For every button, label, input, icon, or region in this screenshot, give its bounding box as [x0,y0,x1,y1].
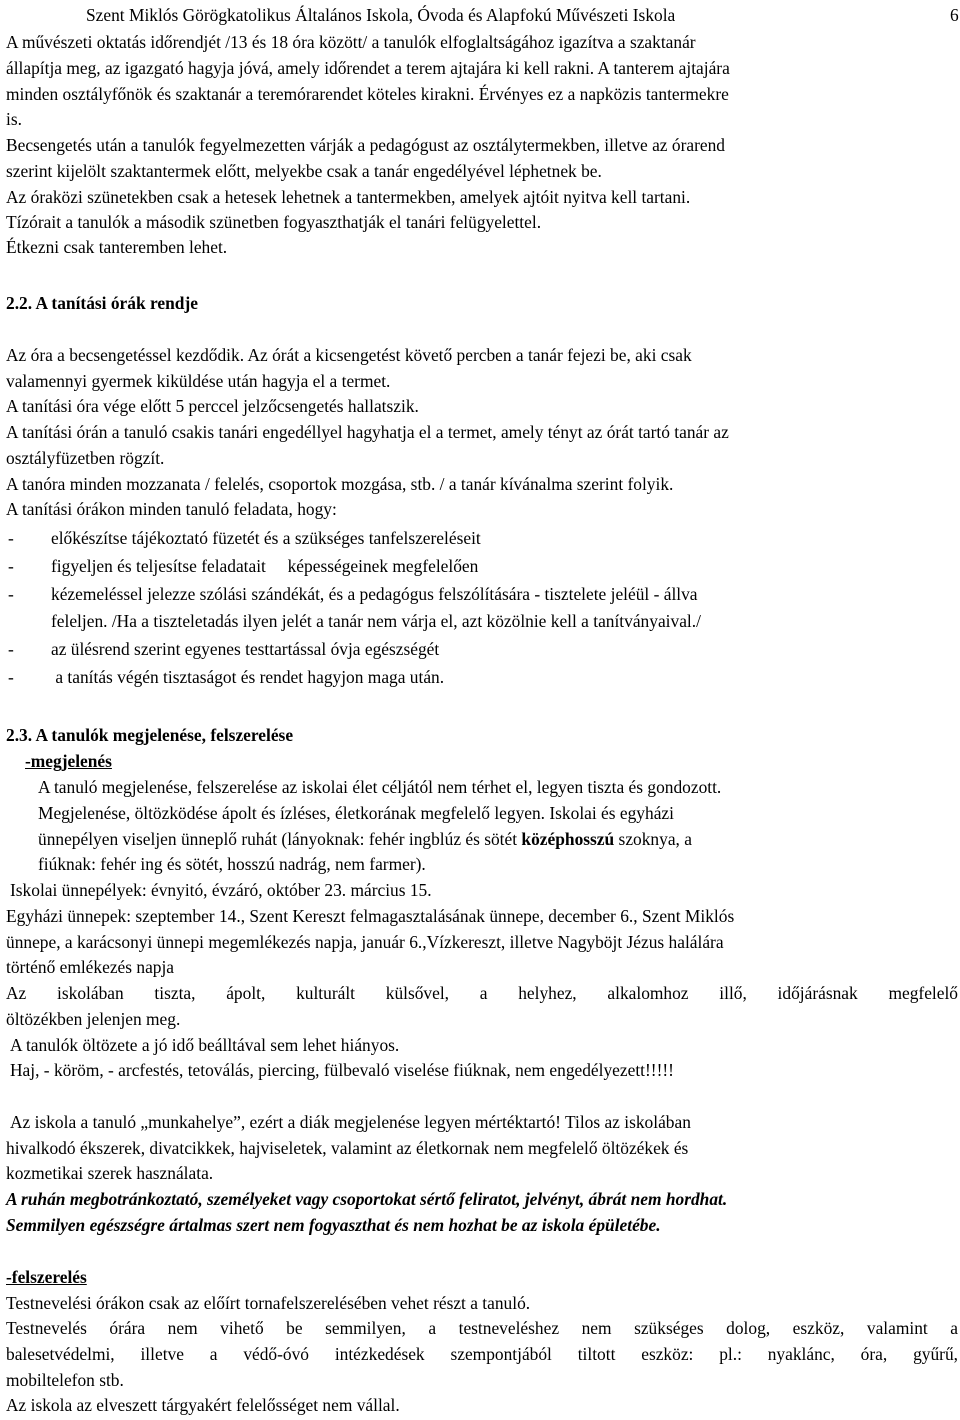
page-header-title: Szent Miklós Görögkatolikus Általános Iskola, Óvoda és Alapfokú Művészeti Iskola [86,5,676,25]
unnepek-line: A tanulók öltözete a jó idő beálltával sem lehet hiányos. [10,1035,400,1055]
unnepek-line: Iskolai ünnepélyek: évnyitó, évzáró, október 23. március 15. [10,880,432,900]
intro-line: minden osztályfőnök és szaktanár a teremórarendet köteles kirakni. Érvényes ez a napközis tantermekre [6,84,729,104]
rule-line: Semmilyen egészségre ártalmas szert nem fogyaszthat és nem hozhat be az iskola épületébe. [6,1215,661,1235]
section-line: Az óra a becsengetéssel kezdődik. Az órát a kicsengetést követő percben a tanár fejezi be, aki csak [6,345,692,365]
munkahely-line: kozmetikai szerek használata. [6,1163,214,1183]
unnepek-line: történő emlékezés napja [6,957,175,977]
intro-line: Étkezni csak tanteremben lehet. [6,237,228,257]
felszereles-line: balesetvédelmi, illetve a védő-óvó intézkedések szempontjából tiltott eszköz: pl.: nyaklánc, óra, gyűrű, [6,1344,958,1364]
intro-line: állapítja meg, az igazgató hagyja jóvá, amely időrendet a terem ajtajára ki kell rakni. A tanterem ajtajára [6,58,730,78]
munkahely-line: Az iskola a tanuló „munkahelye”, ezért a diák megjelenése legyen mértéktartó! Tilos az iskolában [10,1112,691,1132]
emphasis-kozephosszu: középhosszú [521,829,615,849]
bullet-text: kézemeléssel jelezze szólási szándékát, és a pedagógus felszólítására - tisztelete jeléül - állva [51,584,698,604]
intro-line: Az óraközi szünetekben csak a hetesek lehetnek a tantermekben, amelyek ajtóit nyitva kell tartani. [6,187,691,207]
felszereles-line: Testnevelési órákon csak az előírt tornafelszerelésében vehet részt a tanuló. [6,1293,531,1313]
bullet-dash: - [8,639,14,659]
intro-line: Becsengetés után a tanulók fegyelmezetten várják a pedagógust az osztálytermekben, illetve az órarend [6,135,725,155]
megjelenes-line: Megjelenése, öltözködése ápolt és ízléses, életkorának megfelelő legyen. Iskolai és egyházi [38,803,674,823]
felszereles-line: Az iskola az elveszett tárgyakért felelősséget nem vállal. [6,1395,400,1415]
bullet-text: a tanítás végén tisztaságot és rendet hagyjon maga után. [51,667,445,687]
intro-line: Tízórait a tanulók a második szünetben fogyaszthatják el tanári felügyelettel. [6,212,542,232]
megjelenes-text: ünnepélyen viseljen ünneplő ruhát (lányoknak: fehér ingblúz és sötét [38,829,522,849]
section-line: osztályfüzetben rögzít. [6,448,165,468]
subheading-megjelenes: -megjelenés [25,751,112,771]
page-number: 6 [950,5,959,25]
subheading-felszereles: -felszerelés [6,1267,87,1287]
unnepek-line: Az iskolában tiszta, ápolt, kulturált külsővel, a helyhez, alkalomhoz illő, időjárásnak megfelelő [6,983,958,1003]
unnepek-line: ünnepe, a karácsonyi ünnepi megemlékezés napja, január 6.,Vízkereszt, illetve Nagyböjt Jézus halálára [6,932,724,952]
bullet-text: az ülésrend szerint egyenes testtartással óvja egészségét [51,639,440,659]
unnepek-line: Egyházi ünnepek: szeptember 14., Szent Kereszt felmagasztalásának ünnepe, december 6., Szent Miklós [6,906,735,926]
megjelenes-line: A tanuló megjelenése, felszerelése az iskolai élet céljától nem térhet el, legyen tiszta és gondozott. [38,777,722,797]
section-line: A tanítási óra vége előtt 5 perccel jelzőcsengetés hallatszik. [6,396,419,416]
megjelenes-line: fiúknak: fehér ing és sötét, hosszú nadrág, nem farmer). [38,854,426,874]
rule-line: A ruhán megbotránkoztató, személyeket vagy csoportokat sértő feliratot, jelvényt, ábrát nem hordhat. [6,1189,728,1209]
intro-line: is. [6,109,22,129]
section-line: A tanítási órákon minden tanuló feladata, hogy: [6,499,337,519]
intro-line: A művészeti oktatás időrendjét /13 és 18 óra között/ a tanulók elfoglaltságához igazítva a szaktanár [6,32,696,52]
megjelenes-text: szoknya, a [614,829,692,849]
bullet-dash: - [8,528,14,548]
unnepek-line: Haj, - köröm, - arcfestés, tetoválás, piercing, fülbevaló viselése fiúknak, nem engedélyezett!!!!! [10,1060,674,1080]
felszereles-line: mobiltelefon stb. [6,1370,124,1390]
megjelenes-line [38,828,692,850]
section-line: valamennyi gyermek kiküldése után hagyja el a termet. [6,371,391,391]
bullet-text: előkészítse tájékoztató füzetét és a szükséges tanfelszereléseit [51,528,481,548]
bullet-dash: - [8,667,14,687]
munkahely-line: hivalkodó ékszerek, divatcikkek, hajviseletek, valamint az életkornak nem megfelelő öltözékek és [6,1138,689,1158]
unnepek-line: öltözékben jelenjen meg. [6,1009,181,1029]
bullet-dash: - [8,556,14,576]
section-line: A tanóra minden mozzanata / felelés, csoportok mozgása, stb. / a tanár kívánalma szerint folyik. [6,474,674,494]
bullet-text: figyeljen és teljesítse feladatait képességeinek megfelelően [51,556,479,576]
felszereles-line: Testnevelés órára nem vihető be semmilyen, a testneveléshez nem szükséges dolog, eszköz, valamint a [6,1318,958,1338]
section-line: A tanítási órán a tanuló csakis tanári engedéllyel hagyhatja el a termet, amely tényt az órát tartó tanár az [6,422,729,442]
intro-line: szerint kijelölt szaktantermek előtt, melyekbe csak a tanár engedélyével léphetnek be. [6,161,602,181]
bullet-text: feleljen. /Ha a tiszteletadás ilyen jelét a tanár nem várja el, azt közölnie kell a tanítványaival./ [51,611,701,631]
section-heading-2-2: 2.2. A tanítási órák rendje [6,293,198,313]
section-heading-2-3: 2.3. A tanulók megjelenése, felszerelése [6,725,294,745]
bullet-dash: - [8,584,14,604]
